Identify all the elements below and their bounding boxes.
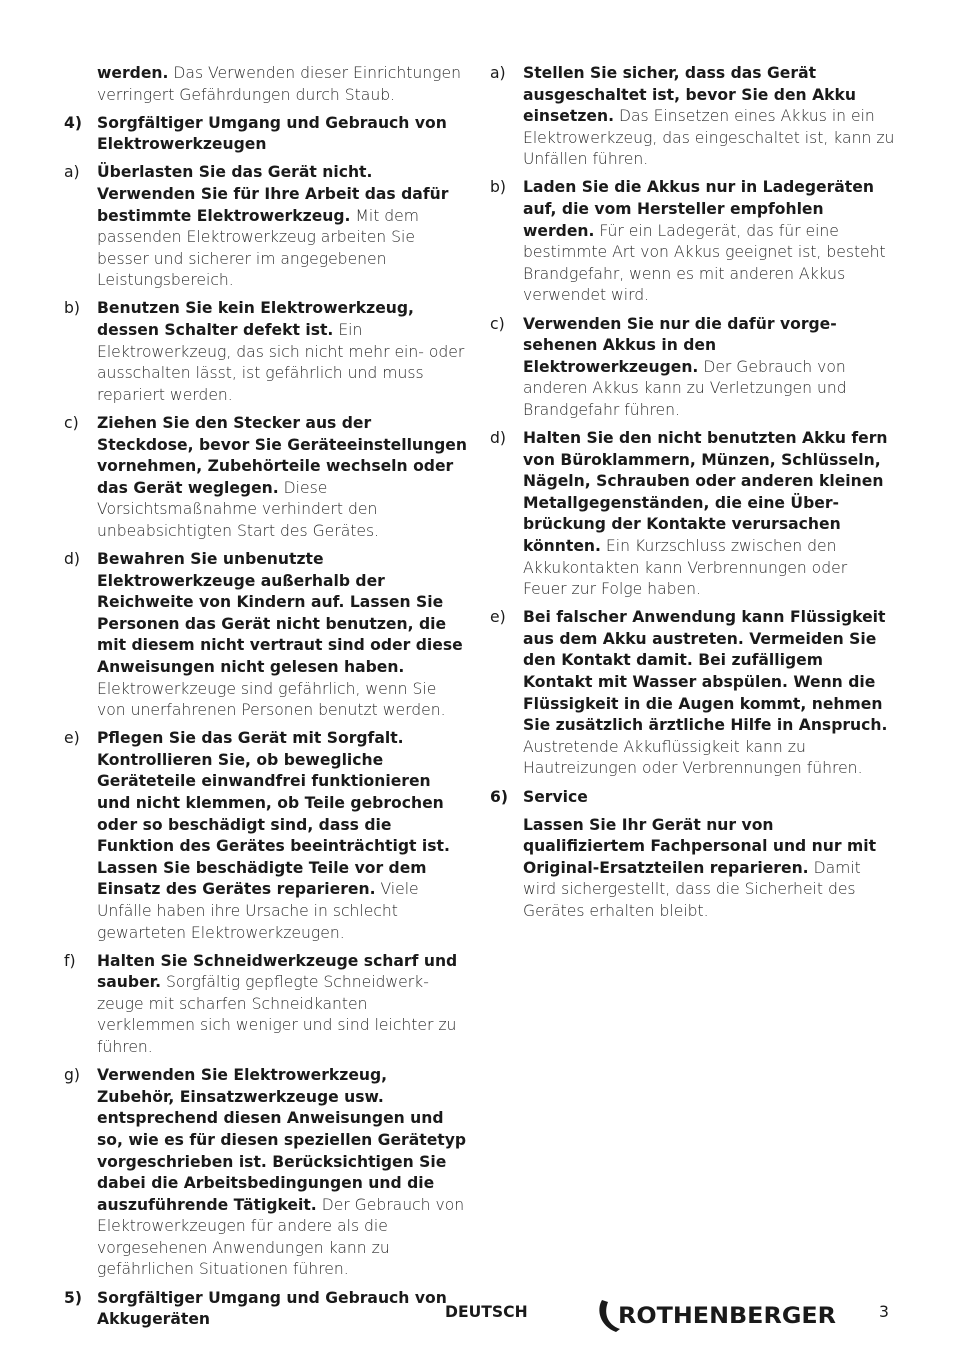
item-normal-text: Der Gebrauch von Elektrowerkzeugen für andere als die vorgesehenen Anwendungen kann zu gefährlichen Situationen führen. — [97, 1195, 465, 1279]
item-marker: c) — [490, 314, 505, 333]
item-bold-text: Laden Sie die Akkus nur in Ladegeräten auf, die vom Hersteller empfohlen werden. — [523, 178, 874, 240]
list-item — [64, 63, 468, 106]
item-marker: d) — [490, 429, 506, 447]
section-title: Service — [523, 787, 588, 806]
item-bold-text: Pflegen Sie das Gerät mit Sorgfalt. Kontrollieren Sie, ob bewegliche Geräteteile einwandfrei funktionieren und nicht klemmen, ob Teile gebrochen oder so beschädigt sind, dass die Funktion des Gerätes beeinträchtigt ist. Lassen Sie beschädigte Teile vor dem Einsatz des Gerätes reparieren. — [97, 729, 450, 899]
list-item — [490, 314, 895, 422]
item-normal-text: Elektrowerkzeuge sind gefährlich, wenn Sie von unerfahrenen Personen benutzt werden. — [97, 679, 446, 720]
item-normal-text: Das Verwenden dieser Einrichtungen verringert Gefährdungen durch Staub. — [97, 64, 461, 104]
page-number: 3 — [879, 1303, 889, 1321]
list-item — [64, 549, 468, 722]
item-normal-text: Der Gebrauch von anderen Akkus kann zu Verletzungen und Brandgefahr führen. — [523, 357, 847, 419]
item-bold-text: Verwenden Sie nur die dafür vorgesehenen Akkus in den Elektrowerkzeugen. — [523, 314, 837, 376]
list-item — [64, 951, 468, 1059]
item-bold-text: werden. — [97, 64, 169, 82]
right-column — [490, 63, 895, 929]
item-marker: e) — [64, 729, 80, 748]
footer-language: DEUTSCH — [445, 1303, 528, 1321]
section-heading — [64, 1288, 468, 1331]
item-normal-text: Diese Vorsichtsmaßnahme verhindert den unbeabsichtigten Start des Gerätes. — [97, 478, 380, 540]
item-normal-text: Mit dem passenden Elektrowerkzeug arbeiten Sie besser und sicherer im angegebenen Leistungsbereich. — [97, 206, 419, 290]
list-item — [64, 728, 468, 944]
rothenberger-logo — [594, 1296, 842, 1336]
section-number: 4) — [64, 113, 82, 132]
item-normal-text: Ein Elektrowerkzeug, das sich nicht mehr ein- oder ausschalten lässt, ist gefährlich und muss repariert werden. — [97, 321, 465, 404]
item-marker: b) — [64, 299, 80, 318]
logo-swoosh-icon — [599, 1300, 620, 1332]
list-item — [490, 815, 895, 923]
item-normal-text: Das Einsetzen eines Akkus in ein Elektrowerkzeug, das eingeschaltet ist, kann zu Unfällen führen. — [523, 107, 895, 169]
list-item — [64, 413, 468, 543]
item-bold-text: Halten Sie den nicht benutzten Akku fern von Büroklammern, Münzen, Schlüsseln, Nägeln, Schrauben oder anderen kleinen Metallgegenständen, die eine Überbrückung der Kontakte verursachen könnten. — [523, 429, 888, 555]
item-marker: b) — [490, 178, 506, 197]
item-bold-text: Bei falscher Anwendung kann Flüssigkeit aus dem Akku austreten. Vermeiden Sie den Kontakt damit. Bei zufälligem Kontakt mit Wasser abspülen. Wenn die Flüssigkeit in die Augen kommt, nehmen Sie zusätzlich ärztliche Hilfe in Anspruch. — [523, 608, 888, 735]
item-bold-text: Stellen Sie sicher, dass das Gerät ausgeschaltet ist, bevor Sie den Akku einsetzen. — [523, 64, 856, 126]
list-item — [64, 162, 468, 292]
section-number: 5) — [64, 1288, 82, 1307]
item-normal-text: Ein Kurzschluss zwischen den Akkukontakten kann Verbrennungen oder Feuer zur Folge haben. — [523, 536, 848, 599]
section-heading — [490, 787, 895, 809]
item-marker: f) — [64, 951, 76, 970]
item-bold-text: Ziehen Sie den Stecker aus der Steckdose, bevor Sie Geräteeinstellungen vornehmen, Zubehörteile wechseln oder das Gerät weglegen. — [97, 413, 467, 497]
item-marker: a) — [64, 163, 80, 182]
item-marker: c) — [64, 413, 79, 432]
section-number: 6) — [490, 787, 508, 806]
item-bold-text: Überlasten Sie das Gerät nicht. Verwenden Sie für Ihre Arbeit das dafür bestimmte Elektrowerkzeug. — [97, 163, 449, 225]
item-normal-text: Austretende Akkuflüssigkeit kann zu Hautreizungen oder Verbrennungen führen. — [523, 737, 863, 778]
section-title: Sorgfältiger Umgang und Gebrauch von Elektrowerkzeugen — [97, 113, 447, 154]
item-bold-text: Benutzen Sie kein Elektrowerkzeug, dessen Schalter defekt ist. — [97, 299, 414, 340]
item-bold-text: Bewahren Sie unbenutzte Elektrowerkzeuge außerhalb der Reichweite von Kindern auf. Lassen Sie Personen das Gerät nicht benutzen, die mit diesem nicht vertraut sind oder diese Anweisungen nicht gelesen haben. — [97, 549, 463, 676]
list-item — [490, 607, 895, 780]
list-item — [64, 298, 468, 406]
list-item — [490, 177, 895, 307]
item-marker: a) — [490, 64, 506, 82]
left-column — [64, 63, 468, 1337]
section-heading — [64, 113, 468, 156]
item-bold-text: Verwenden Sie Elektrowerkzeug, Zubehör, Einsatzwerkzeuge usw. entsprechend diesen Anweisungen und so, wie es für diesen speziellen Gerätetyp vorgeschrieben ist. Berücksichtigen Sie dabei die Arbeitsbedingungen und die auszuführende Tätigkeit. — [97, 1066, 467, 1214]
item-normal-text: Sorgfältig gepflegte Schneidwerkzeuge mit scharfen Schneidkanten verklemmen sich weniger und sind leichter zu führen. — [97, 973, 457, 1057]
item-normal-text: Viele Unfälle haben ihre Ursache in schlecht gewarteten Elektrowerkzeugen. — [97, 880, 419, 942]
list-item — [64, 1065, 468, 1281]
item-marker: d) — [64, 549, 80, 568]
item-normal-text: Für ein Ladegerät, das für eine bestimmte Art von Akkus geeignet ist, besteht Brandgefahr, wenn es mit anderen Akkus verwendet wird. — [523, 221, 886, 305]
section-title: Sorgfältiger Umgang und Gebrauch von Akkugeräten — [97, 1288, 447, 1329]
item-normal-text: Damit wird sichergestellt, dass die Sicherheit des Gerätes erhalten bleibt. — [523, 858, 861, 920]
item-marker: g) — [64, 1066, 80, 1085]
item-bold-text: Halten Sie Schneidwerkzeuge scharf und sauber. — [97, 951, 458, 992]
item-bold-text: Lassen Sie Ihr Gerät nur von qualifiziertem Fachpersonal und nur mit Original-Ersatzteilen reparieren. — [523, 815, 877, 877]
list-item — [490, 428, 895, 601]
item-marker: e) — [490, 608, 506, 627]
list-item — [490, 63, 895, 171]
logo-brand-text: ROTHENBERGER — [618, 1304, 837, 1329]
